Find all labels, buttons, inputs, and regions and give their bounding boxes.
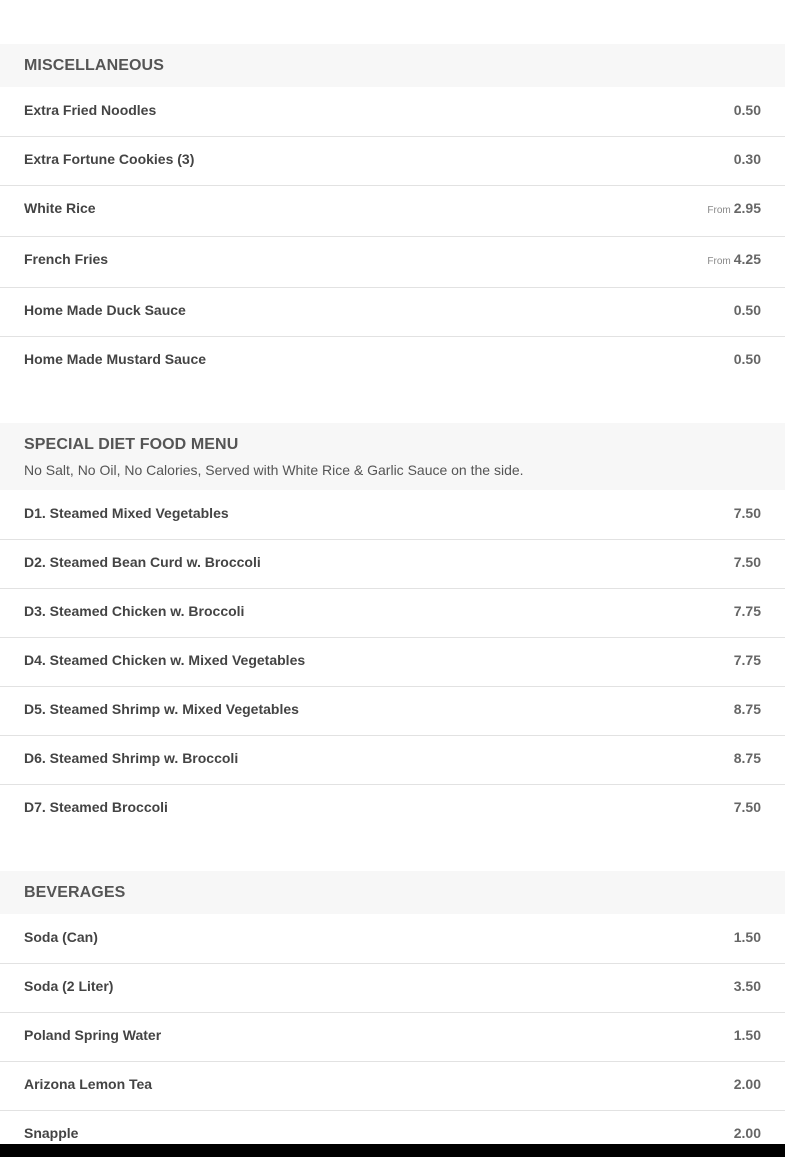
item-name: D2. Steamed Bean Curd w. Broccoli <box>24 554 261 570</box>
from-label: From <box>707 256 731 267</box>
item-price: 8.75 <box>733 750 761 766</box>
item-price: 1.50 <box>733 929 761 945</box>
item-price: 0.50 <box>733 102 761 118</box>
item-price: 7.50 <box>733 799 761 815</box>
menu-item[interactable] <box>0 1111 785 1144</box>
item-price: 0.50 <box>733 302 761 318</box>
item-price: 0.50 <box>733 351 761 367</box>
item-price: 1.50 <box>733 1027 761 1043</box>
menu-item[interactable] <box>0 589 785 638</box>
menu-item[interactable] <box>0 137 785 186</box>
menu-item[interactable] <box>0 186 785 237</box>
item-name: D3. Steamed Chicken w. Broccoli <box>24 603 245 619</box>
item-name: Soda (Can) <box>24 929 98 945</box>
item-price: 7.50 <box>733 554 761 570</box>
section-title: SPECIAL DIET FOOD MENU <box>24 436 239 453</box>
menu-item[interactable] <box>0 1062 785 1111</box>
item-price: 2.00 <box>733 1125 761 1141</box>
menu-item[interactable] <box>0 964 785 1013</box>
menu-item[interactable] <box>0 87 785 137</box>
menu-item[interactable] <box>0 337 785 386</box>
menu-item[interactable] <box>0 914 785 964</box>
menu-item[interactable] <box>0 288 785 337</box>
item-price: 7.50 <box>733 505 761 521</box>
item-price: 7.75 <box>733 652 761 668</box>
item-name: D6. Steamed Shrimp w. Broccoli <box>24 750 239 766</box>
menu-item[interactable] <box>0 490 785 540</box>
item-price: 0.30 <box>733 151 761 167</box>
menu-item[interactable] <box>0 237 785 288</box>
item-name: White Rice <box>24 200 96 216</box>
bottom-bar <box>0 1144 785 1157</box>
section-header-miscellaneous <box>0 44 785 87</box>
item-name: Home Made Duck Sauce <box>24 302 186 318</box>
item-price: 8.75 <box>733 701 761 717</box>
item-price: From 2.95 <box>707 200 761 216</box>
menu-item[interactable] <box>0 1013 785 1062</box>
item-name: Soda (2 Liter) <box>24 978 114 994</box>
section-description: No Salt, No Oil, No Calories, Served with White Rice & Garlic Sauce on the side. <box>24 462 524 478</box>
item-name: Extra Fortune Cookies (3) <box>24 151 195 167</box>
item-name: D1. Steamed Mixed Vegetables <box>24 505 229 521</box>
item-name: Extra Fried Noodles <box>24 102 157 118</box>
menu-item[interactable] <box>0 736 785 785</box>
section-title: BEVERAGES <box>24 884 126 901</box>
item-name: D5. Steamed Shrimp w. Mixed Vegetables <box>24 701 299 717</box>
item-name: D7. Steamed Broccoli <box>24 799 168 815</box>
menu-item[interactable] <box>0 638 785 687</box>
section-header-special-diet <box>0 423 785 490</box>
section-title: MISCELLANEOUS <box>24 57 164 74</box>
item-price: 7.75 <box>733 603 761 619</box>
item-name: Arizona Lemon Tea <box>24 1076 153 1092</box>
item-name: D4. Steamed Chicken w. Mixed Vegetables <box>24 652 306 668</box>
menu-item[interactable] <box>0 687 785 736</box>
menu-item[interactable] <box>0 540 785 589</box>
section-header-beverages <box>0 871 785 914</box>
item-price: From 4.25 <box>707 251 761 267</box>
item-price: 2.00 <box>733 1076 761 1092</box>
item-name: Poland Spring Water <box>24 1027 162 1043</box>
menu-item[interactable] <box>0 785 785 834</box>
item-price: 3.50 <box>733 978 761 994</box>
item-name: Snapple <box>24 1125 79 1141</box>
item-name: Home Made Mustard Sauce <box>24 351 207 367</box>
from-label: From <box>707 205 731 216</box>
item-name: French Fries <box>24 251 109 267</box>
